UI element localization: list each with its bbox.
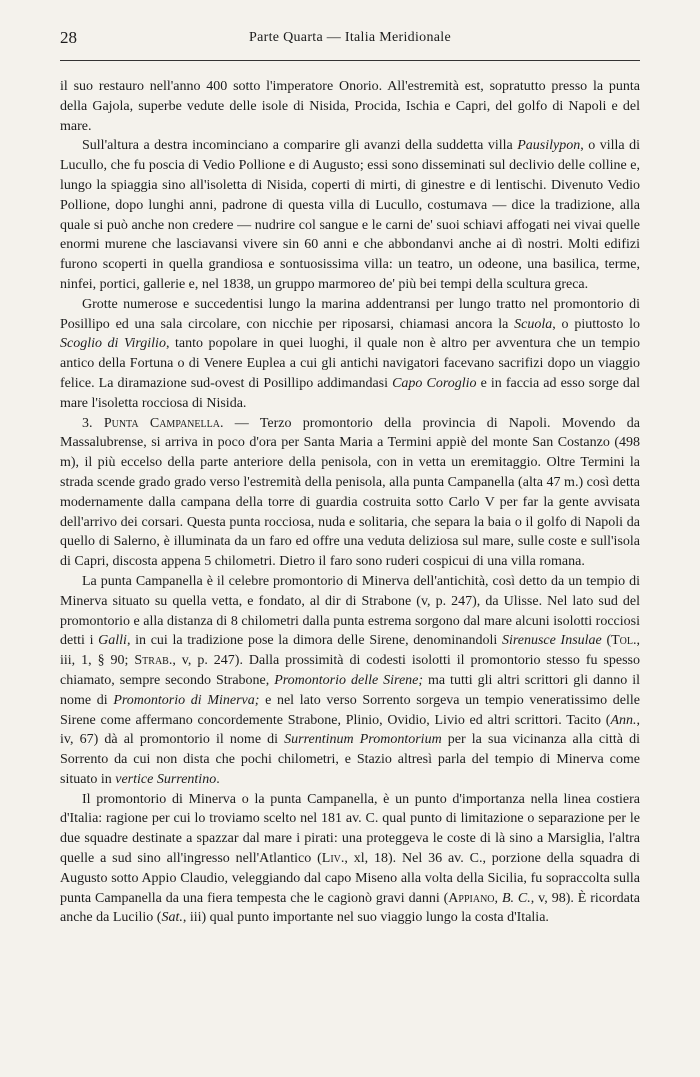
text-run: ma tutti gli altri scrittori gli danno il nome di: [60, 672, 640, 708]
text-run: e in faccia ad esso sorge dal mare l'isoletta rocciosa di Nisida.: [60, 375, 641, 411]
italic-term: Ann.: [610, 712, 637, 728]
italic-term: Pausilypon: [517, 138, 581, 154]
text-run: La punta Campanella è il celebre promontorio di Minerva dell'antichità, così detto da un tempio di Minerva situato su quella vetta, e fondato, al dir di Strabone (v, p. 247), da Ulisse. Nel lato sud del promontorio e alla distanza di 8 chilometri dalla punta estrema sorgono dal mare alcuni isolotti rocciosi detti i: [60, 573, 640, 649]
text-run: , xl, 18). Nel 36 av. C., porzione della squadra di Augusto sotto Appio Claudio, veleggiando dal capo Miseno alla volta della Sicilia, fu sopraccolta sulla punta Campanella da una fiera tempesta che le cagionò gravi danni (: [60, 851, 640, 906]
text-run: (: [601, 633, 612, 649]
italic-term: Scuola: [514, 316, 553, 332]
text-run: Grotte numerose e succedentisi lungo la marina addentransi per lungo tratto nel promontorio di Posillipo ed una sala circolare, con nicchie per riposarsi, chiamasi ancora la: [60, 296, 640, 332]
text-run: Il promontorio di Minerva o la punta Campanella, è un punto d'importanza nella linea costiera d'Italia: ragione per cui lo troviamo scelto nel 181 av. C. qual punto di limitazione o separazione per le due squadre destinate a spazzar dal mare i pirati: una proteggeva le coste di là sino a Marsiglia, l'altra quelle a sud sino all'ingresso nell'Atlantico (: [60, 791, 640, 867]
text-run: ,: [494, 890, 502, 906]
paragraph-5: [60, 572, 640, 790]
text-run: , tanto popolare in quei luoghi, il quale non è altro per avventura che un tempio antico della Fortuna o di Venere Euplea a cui gli antichi navigatori facevano sacrifizi dopo un viaggio felice. La diramazione sud-ovest di Posillipo addimandasi: [60, 336, 640, 391]
italic-term: Surrentinum Promontorium: [284, 732, 442, 748]
text-run: , iii, 1, § 90;: [60, 633, 641, 669]
paragraph-6: [60, 790, 640, 929]
text-run: .: [216, 771, 220, 787]
paragraph-2: [60, 136, 640, 294]
text-run: , iii) qual punto importante nel suo viaggio lungo la costa d'Italia.: [182, 910, 549, 926]
section-title: Punta Campanella: [103, 415, 220, 431]
text-run: , v, 98). È ricordata anche da Lucilio (: [60, 890, 640, 926]
italic-term: Promontorio delle Sirene;: [274, 672, 424, 688]
italic-term: Promontorio di Minerva;: [113, 692, 260, 708]
paragraph-text: il suo restauro nell'anno 400 sotto l'imperatore Onorio. All'estremità est, sopratutto presso la punta della Gajola, superbe vedute delle isole di Nisida, Procida, Ischia e Capri, del golfo di Napoli e del mare.: [60, 79, 640, 134]
citation-author: Appiano: [448, 890, 495, 906]
italic-term: Galli: [98, 633, 127, 649]
page-number: 28: [60, 28, 77, 47]
text-run: , o villa di Lucullo, che fu poscia di Vedio Pollione e di Augusto; essi sono disseminati sul declivio delle colline e, lungo la spiaggia sino all'isoletta di Nisida, coperti di mirti, di ginestre e di lentischi. Divenuto Vedio Pollione, dopo lunghi anni, padrone di questa villa di Lucullo, costumava — dice la tradizione, alla quale si può anche non credere — nudrire col sangue e le carni de' suoi schiavi affogati nei vivai quelle enormi murene che lasciavansi vivere sin 60 anni e che abbondanvi anche ai dì nostri. Molti edifizi furono scoperti in quella grandiosa e sontuosissima villa: un teatro, un odeone, una basilica, terme, ninfei, portici, gallerie e, nel 1838, un gruppo marmoreo de' più bei tempi della scultura greca.: [60, 138, 640, 292]
citation-author: Tol.: [611, 633, 637, 649]
paragraph-1: [60, 77, 640, 136]
section-number: 3.: [82, 415, 104, 431]
italic-term: vertice Surrentino: [115, 771, 217, 787]
paragraph-4: [60, 414, 640, 572]
header-rule: [60, 60, 640, 61]
italic-term: Sat.: [161, 910, 183, 926]
citation-author: Strab.: [134, 653, 173, 669]
italic-term: B. C.: [501, 890, 531, 906]
text-run: Sull'altura a destra incominciano a comparire gli avanzi della suddetta villa: [82, 138, 518, 154]
body-text: [60, 77, 640, 928]
text-run: per la sua vicinanza alla città di Sorrento da cui non dista che pochi chilometri, e Stazio altresì parla del tempio di Minerva come situato in: [60, 732, 640, 787]
italic-term: Scoglio di Virgilio: [60, 336, 166, 352]
citation-author: Liv.: [321, 851, 345, 867]
running-title: Parte Quarta — Italia Meridionale: [249, 30, 451, 45]
text-run: , v, p. 247). Dalla prossimità di codesti isolotti il promontorio stesso fu spesso chiamato, sempre secondo Strabone,: [60, 653, 640, 688]
text-run: , iv, 67) dà al promontorio il nome di: [60, 712, 640, 748]
text-run: e nel lato verso Sorrento sorgeva un tempio veneratissimo delle Sirene come affermano concordemente Strabone, Plinio, Ovidio, Livio ed altri scrittori. Tacito (: [60, 692, 640, 728]
text-run: . — Terzo promontorio della provincia di Napoli. Movendo da Massalubrense, si arriva in poco d'ora per Santa Maria a Termini appiè del monte San Costanzo (498 m), il più eccelso della parte anteriore della penisola, con in vetta un eremitaggio. Oltre Termini la strada scende grado grado verso l'estremità della penisola, alla punta Campanella (alta 47 m.) così detta modernamente dalla campana della torre di guardia costruita sotto Carlo V per far la gente avvisata dell'arrivo dei corsari. Questa punta rocciosa, nuda e solitaria, che separa la baia o il golfo di Napoli da quello di Salerno, è illuminata da un faro ed offre una veduta deliziosa sul mare, sulle coste e sull'isola di Capri, discosta appena 5 chilometri. Dietro il faro sono ruderi cospicui di una villa romana.: [60, 415, 641, 570]
text-run: , o piuttosto lo: [552, 316, 640, 332]
italic-term: Sirenusce Insulae: [501, 633, 602, 649]
page-header: [60, 28, 640, 52]
text-run: , in cui la tradizione pose la dimora delle Sirene, denominandoli: [126, 633, 502, 649]
paragraph-3: [60, 295, 640, 414]
italic-term: Capo Coroglio: [392, 375, 477, 391]
